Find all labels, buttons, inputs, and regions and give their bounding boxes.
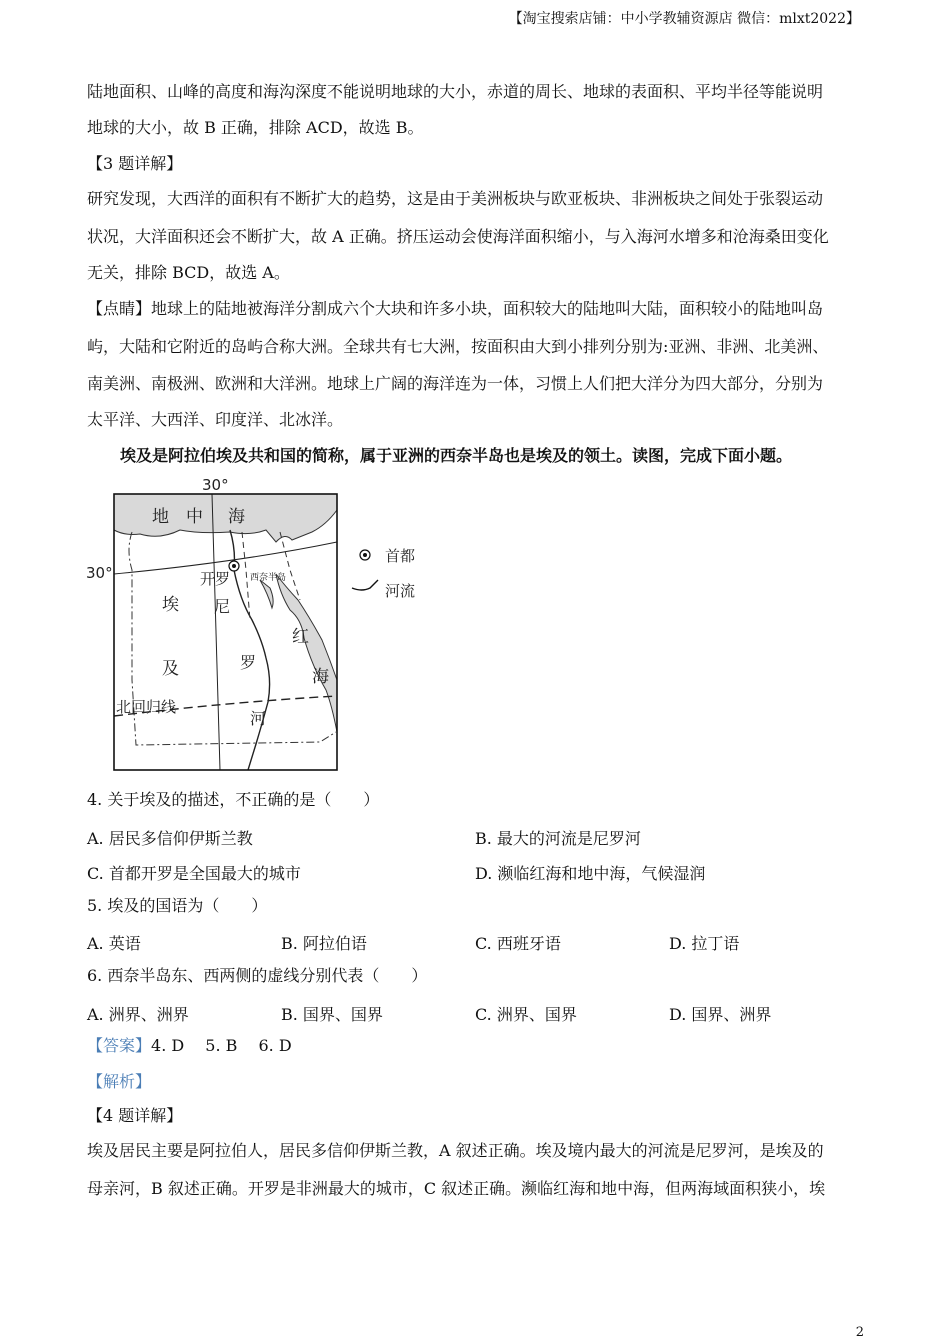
mediterranean-sea — [114, 494, 337, 542]
longitude-30 — [212, 494, 220, 770]
page-header: 【淘宝搜索店铺：中小学教辅资源店 微信：mlxt2022】 — [508, 11, 860, 27]
text-line: 太平洋、大西洋、印度洋、北冰洋。 — [87, 410, 344, 429]
red-sea-label: 海 — [312, 667, 329, 687]
q4-option-c[interactable]: C. 首都开罗是全国最大的城市 — [87, 864, 301, 883]
analysis-label: 【解析】 — [87, 1072, 152, 1091]
legend-river-label: 河流 — [385, 582, 416, 600]
text-line: 【点睛】地球上的陆地被海洋分割成六个大块和许多小块，面积较大的陆地叫大陆，面积较小的陆地叫岛 — [87, 299, 824, 318]
q5-option-d[interactable]: D. 拉丁语 — [669, 934, 740, 953]
nile-label: 尼 — [214, 597, 231, 616]
cairo-label: 开罗 — [200, 570, 231, 588]
q6-option-c[interactable]: C. 洲界、国界 — [475, 1005, 577, 1024]
section-title: 【4 题详解】 — [87, 1106, 183, 1125]
text-line: 屿，大陆和它附近的岛屿合称大洲。全球共有七大洲，按面积由大到小排列分别为:亚洲、非洲、北美洲、 — [87, 337, 829, 356]
q5-option-c[interactable]: C. 西班牙语 — [475, 934, 561, 953]
sea-label: 中 — [186, 507, 203, 527]
q6-option-b[interactable]: B. 国界、国界 — [281, 1005, 383, 1024]
sea-label: 地 — [152, 507, 169, 527]
text-line: 研究发现，大西洋的面积有不断扩大的趋势，这是由于美洲板块与欧亚板块、非洲板块之间处于张裂运动 — [87, 189, 824, 208]
question-5-stem: 5. 埃及的国语为（ ） — [87, 896, 268, 915]
egypt-label: 埃 — [162, 595, 179, 615]
text-line: 陆地面积、山峰的高度和海沟深度不能说明地球的大小，赤道的周长、地球的表面积、平均半径等能说明 — [87, 82, 824, 101]
text-line: 母亲河，B 叙述正确。开罗是非洲最大的城市，C 叙述正确。濒临红海和地中海，但两海域面积狭小，埃 — [87, 1179, 826, 1198]
sea-label: 海 — [228, 507, 245, 527]
answer-label: 【答案】 — [87, 1036, 152, 1055]
tropic-label: 北回归线 — [116, 698, 177, 716]
page-number: 2 — [855, 1325, 864, 1340]
nile-label: 河 — [250, 709, 267, 728]
section-title: 【3 题详解】 — [87, 154, 183, 173]
egypt-map — [80, 470, 440, 780]
lat-top-label: 30° — [202, 476, 229, 494]
text-line: 地球的大小，故 B 正确，排除 ACD，故选 B。 — [87, 118, 424, 137]
legend-capital-label: 首都 — [385, 547, 416, 565]
q4-option-a[interactable]: A. 居民多信仰伊斯兰教 — [87, 829, 253, 848]
q5-option-a[interactable]: A. 英语 — [87, 934, 141, 953]
text-line: 南美洲、南极洲、欧洲和大洋洲。地球上广阔的海洋连为一体，习惯上人们把大洋分为四大部分，分别为 — [87, 374, 824, 393]
text-line: 埃及居民主要是阿拉伯人，居民多信仰伊斯兰教，A 叙述正确。埃及境内最大的河流是尼罗河，是埃及的 — [87, 1141, 824, 1160]
answer-row — [87, 1036, 862, 1056]
question-6-stem: 6. 西奈半岛东、西两侧的虚线分别代表（ ） — [87, 966, 428, 985]
q6-option-a[interactable]: A. 洲界、洲界 — [87, 1005, 189, 1024]
q4-option-b[interactable]: B. 最大的河流是尼罗河 — [475, 829, 641, 848]
answer-text: 4. D 5. B 6. D — [151, 1036, 292, 1055]
nile-label: 罗 — [240, 653, 257, 672]
sinai-label: 西奈半岛 — [250, 573, 287, 583]
river-legend-icon — [352, 580, 378, 590]
q6-option-d[interactable]: D. 国界、洲界 — [669, 1005, 772, 1024]
egypt-label: 及 — [162, 659, 179, 679]
red-sea-label: 红 — [292, 627, 309, 647]
text-line: 无关，排除 BCD，故选 A。 — [87, 263, 290, 282]
lat-left-label: 30° — [86, 564, 113, 582]
red-sea — [276, 574, 337, 732]
text-line: 状况，大洋面积还会不断扩大，故 A 正确。挤压运动会使海洋面积缩小，与入海河水增多和沧海桑田变化 — [87, 227, 829, 246]
q4-option-d[interactable]: D. 濒临红海和地中海，气候湿润 — [475, 864, 706, 883]
q5-option-b[interactable]: B. 阿拉伯语 — [281, 934, 367, 953]
question-4-stem: 4. 关于埃及的描述，不正确的是（ ） — [87, 790, 380, 809]
question-intro: 埃及是阿拉伯埃及共和国的简称，属于亚洲的西奈半岛也是埃及的领土。读图，完成下面小题。 — [120, 446, 793, 465]
